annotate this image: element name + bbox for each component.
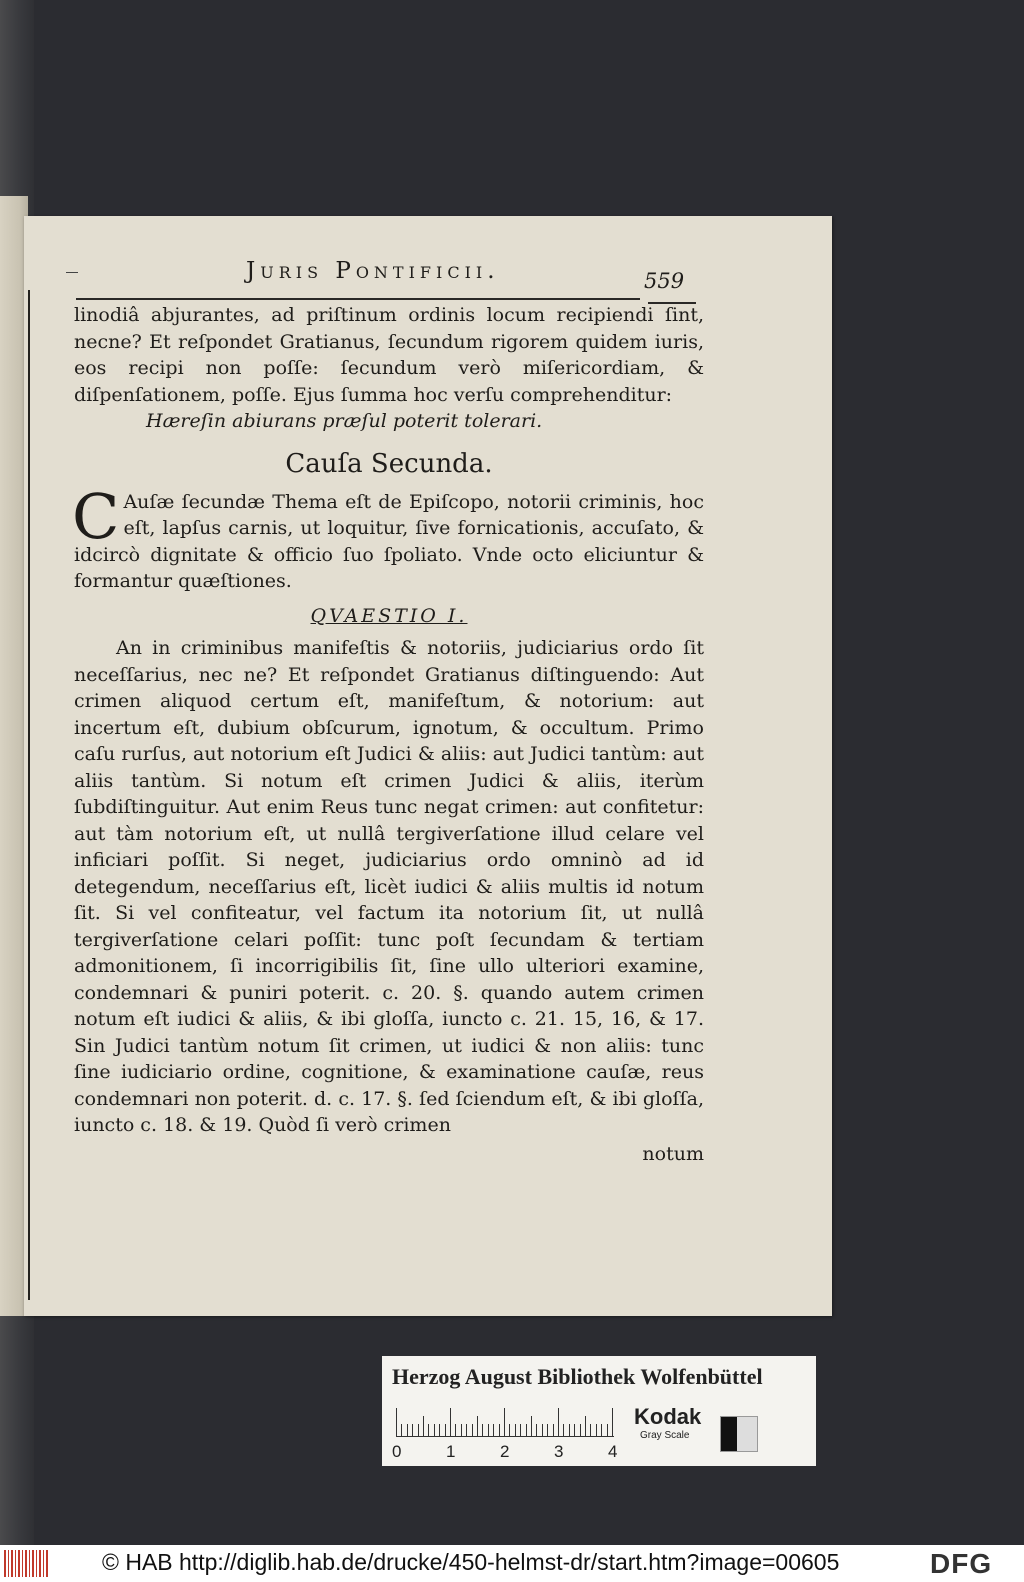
- footer-credit: © HAB http://diglib.hab.de/drucke/450-helmst-dr/start.htm?image=00605: [102, 1549, 840, 1575]
- ruler-tick: [558, 1408, 559, 1436]
- paragraph-2: [72, 479, 704, 595]
- ruler-tick: [472, 1424, 473, 1436]
- ruler-tick: [455, 1424, 456, 1436]
- ruler-tick: [569, 1424, 570, 1436]
- catchword: notum: [642, 1142, 704, 1165]
- ruler-tick: [466, 1424, 467, 1436]
- color-target: [382, 1356, 816, 1466]
- ruler-tick: [418, 1424, 419, 1436]
- ruler-label: 3: [554, 1442, 564, 1461]
- book-page: [24, 216, 832, 1316]
- ruler-tick: [482, 1424, 483, 1436]
- ruler-tick: [407, 1424, 408, 1436]
- ruler-tick: [396, 1408, 397, 1436]
- drop-cap: C: [72, 479, 120, 553]
- ruler-tick: [547, 1424, 548, 1436]
- ruler-tick: [601, 1424, 602, 1436]
- margin-rule: [28, 290, 30, 1300]
- head-rule: [76, 298, 640, 300]
- ruler-label: 1: [446, 1442, 456, 1461]
- page-content: [24, 216, 832, 1316]
- verse-line: Hæreſin abiurans præſul poterit tolerari.: [146, 410, 543, 432]
- ruler-tick: [526, 1424, 527, 1436]
- ruler-tick: [612, 1408, 613, 1436]
- ruler-tick: [553, 1424, 554, 1436]
- ruler-tick: [536, 1424, 537, 1436]
- ruler-label: 2: [500, 1442, 510, 1461]
- gray-patch: [720, 1416, 758, 1452]
- ruler-tick: [428, 1424, 429, 1436]
- text-block: [74, 302, 704, 1167]
- paragraph-2-text: Auſæ ſecundæ Thema eſt de Epiſcopo, notorii criminis, hoc eſt, lapſus carnis, ut loquitur, ſive fornicationis, accuſato, & idcircò dignitate & officio ſuo ſpoliato. Vnde octo eliciuntur & formantur quæſtiones.: [74, 490, 704, 592]
- ruler-tick: [590, 1424, 591, 1436]
- ruler-tick: [542, 1424, 543, 1436]
- paragraph-1: linodiâ abjurantes, ad priſtinum ordinis locum recipiendi ſint, necne? Et reſpondet Gratianus, ſecundum rigorem quidem iuris, eos recipi non poſſe: ſecundum verò miſericordiam, & diſpenſationem, poſſe. Ejus ſumma hoc verſu comprehenditur:: [74, 304, 704, 406]
- ruler-tick: [531, 1416, 532, 1436]
- ruler-tick: [488, 1424, 489, 1436]
- barcode-icon: [4, 1550, 48, 1577]
- kodak-logo: Kodak: [634, 1404, 702, 1429]
- ruler-label: 0: [392, 1442, 402, 1461]
- ruler-tick: [423, 1416, 424, 1436]
- ruler-tick: [499, 1424, 500, 1436]
- institution-name: Herzog August Bibliothek Wolfenbüttel: [392, 1364, 763, 1389]
- ruler-tick: [461, 1424, 462, 1436]
- paragraph-3: An in criminibus manifeſtis & notoriis, judiciarius ordo ſit neceſſarius, nec ne? Et reſpondet Gratianus diſtinguendo: Aut crimen aliquod certum eſt, manifeſtum, & notorium: aut incertum eſt, dubium obſcurum, ignotum, & occultum. Primo caſu rurſus, aut notorium eſt Judici & aliis: aut Judici tantùm: aut aliis tantùm. Si notum eſt crimen Judici & aliis, iterùm ſubdiſtinguitur. Aut enim Reus tunc negat crimen: aut confitetur: aut tàm notorium eſt, ut nullâ tergiverſatione illud celare vel inficiari poſſit. Si neget, judiciarius ordo omninò ad id detegendum, neceſſarius eſt, licèt iudici & aliis multis id notum ſit. Si vel confiteatur, vel factum ita notorium ſit, ut nullâ tergiverſatione celari poſſit: tunc poſt ſecundam & tertiam admonitionem, ſi incorrigibilis ſit, ſine ullo ulteriori examine, condemnari & puniri poterit. c. 20. §. quando autem crimen notum eſt iudici & aliis, & ibi gloſſa, iuncto c. 21. 15, 16, & 17. Sin Judici tantùm notum ſit crimen, ut iudici & non aliis: tunc ſine iudiciario ordine, cognitione, & examinatione cauſæ, reus condemnari non poterit. d. c. 17. §. ſed ſciendum eſt, & ibi gloſſa, iuncto c. 18. & 19. Quòd ſi verò crimen: [74, 637, 704, 1136]
- ruler-tick: [412, 1424, 413, 1436]
- ruler-tick: [434, 1424, 435, 1436]
- ruler-tick: [504, 1408, 505, 1436]
- ruler-tick: [596, 1424, 597, 1436]
- running-head: Juris Pontificii.: [246, 258, 500, 284]
- ruler-tick: [509, 1424, 510, 1436]
- ruler-tick: [477, 1416, 478, 1436]
- ruler-tick: [439, 1424, 440, 1436]
- ruler-tick: [450, 1408, 451, 1436]
- ruler-tick: [493, 1424, 494, 1436]
- ruler-label: 4: [608, 1442, 618, 1461]
- ruler-tick: [445, 1424, 446, 1436]
- section-title: Cauſa Secunda.: [285, 448, 493, 479]
- ruler-tick: [607, 1424, 608, 1436]
- ruler-tick: [580, 1424, 581, 1436]
- ruler-scale: [396, 1406, 614, 1437]
- ruler-tick: [585, 1416, 586, 1436]
- footer-bar: [0, 1545, 1024, 1582]
- dfg-logo: DFG: [930, 1548, 993, 1579]
- ruler-tick: [563, 1424, 564, 1436]
- gray-scale-label: Gray Scale: [640, 1430, 690, 1441]
- ruler-tick: [401, 1424, 402, 1436]
- page-number: 559: [644, 269, 685, 293]
- ruler-tick: [515, 1424, 516, 1436]
- ruler-tick: [520, 1424, 521, 1436]
- head-dash: [66, 272, 78, 273]
- question-heading: QVAESTIO I.: [310, 604, 468, 627]
- ruler-tick: [574, 1424, 575, 1436]
